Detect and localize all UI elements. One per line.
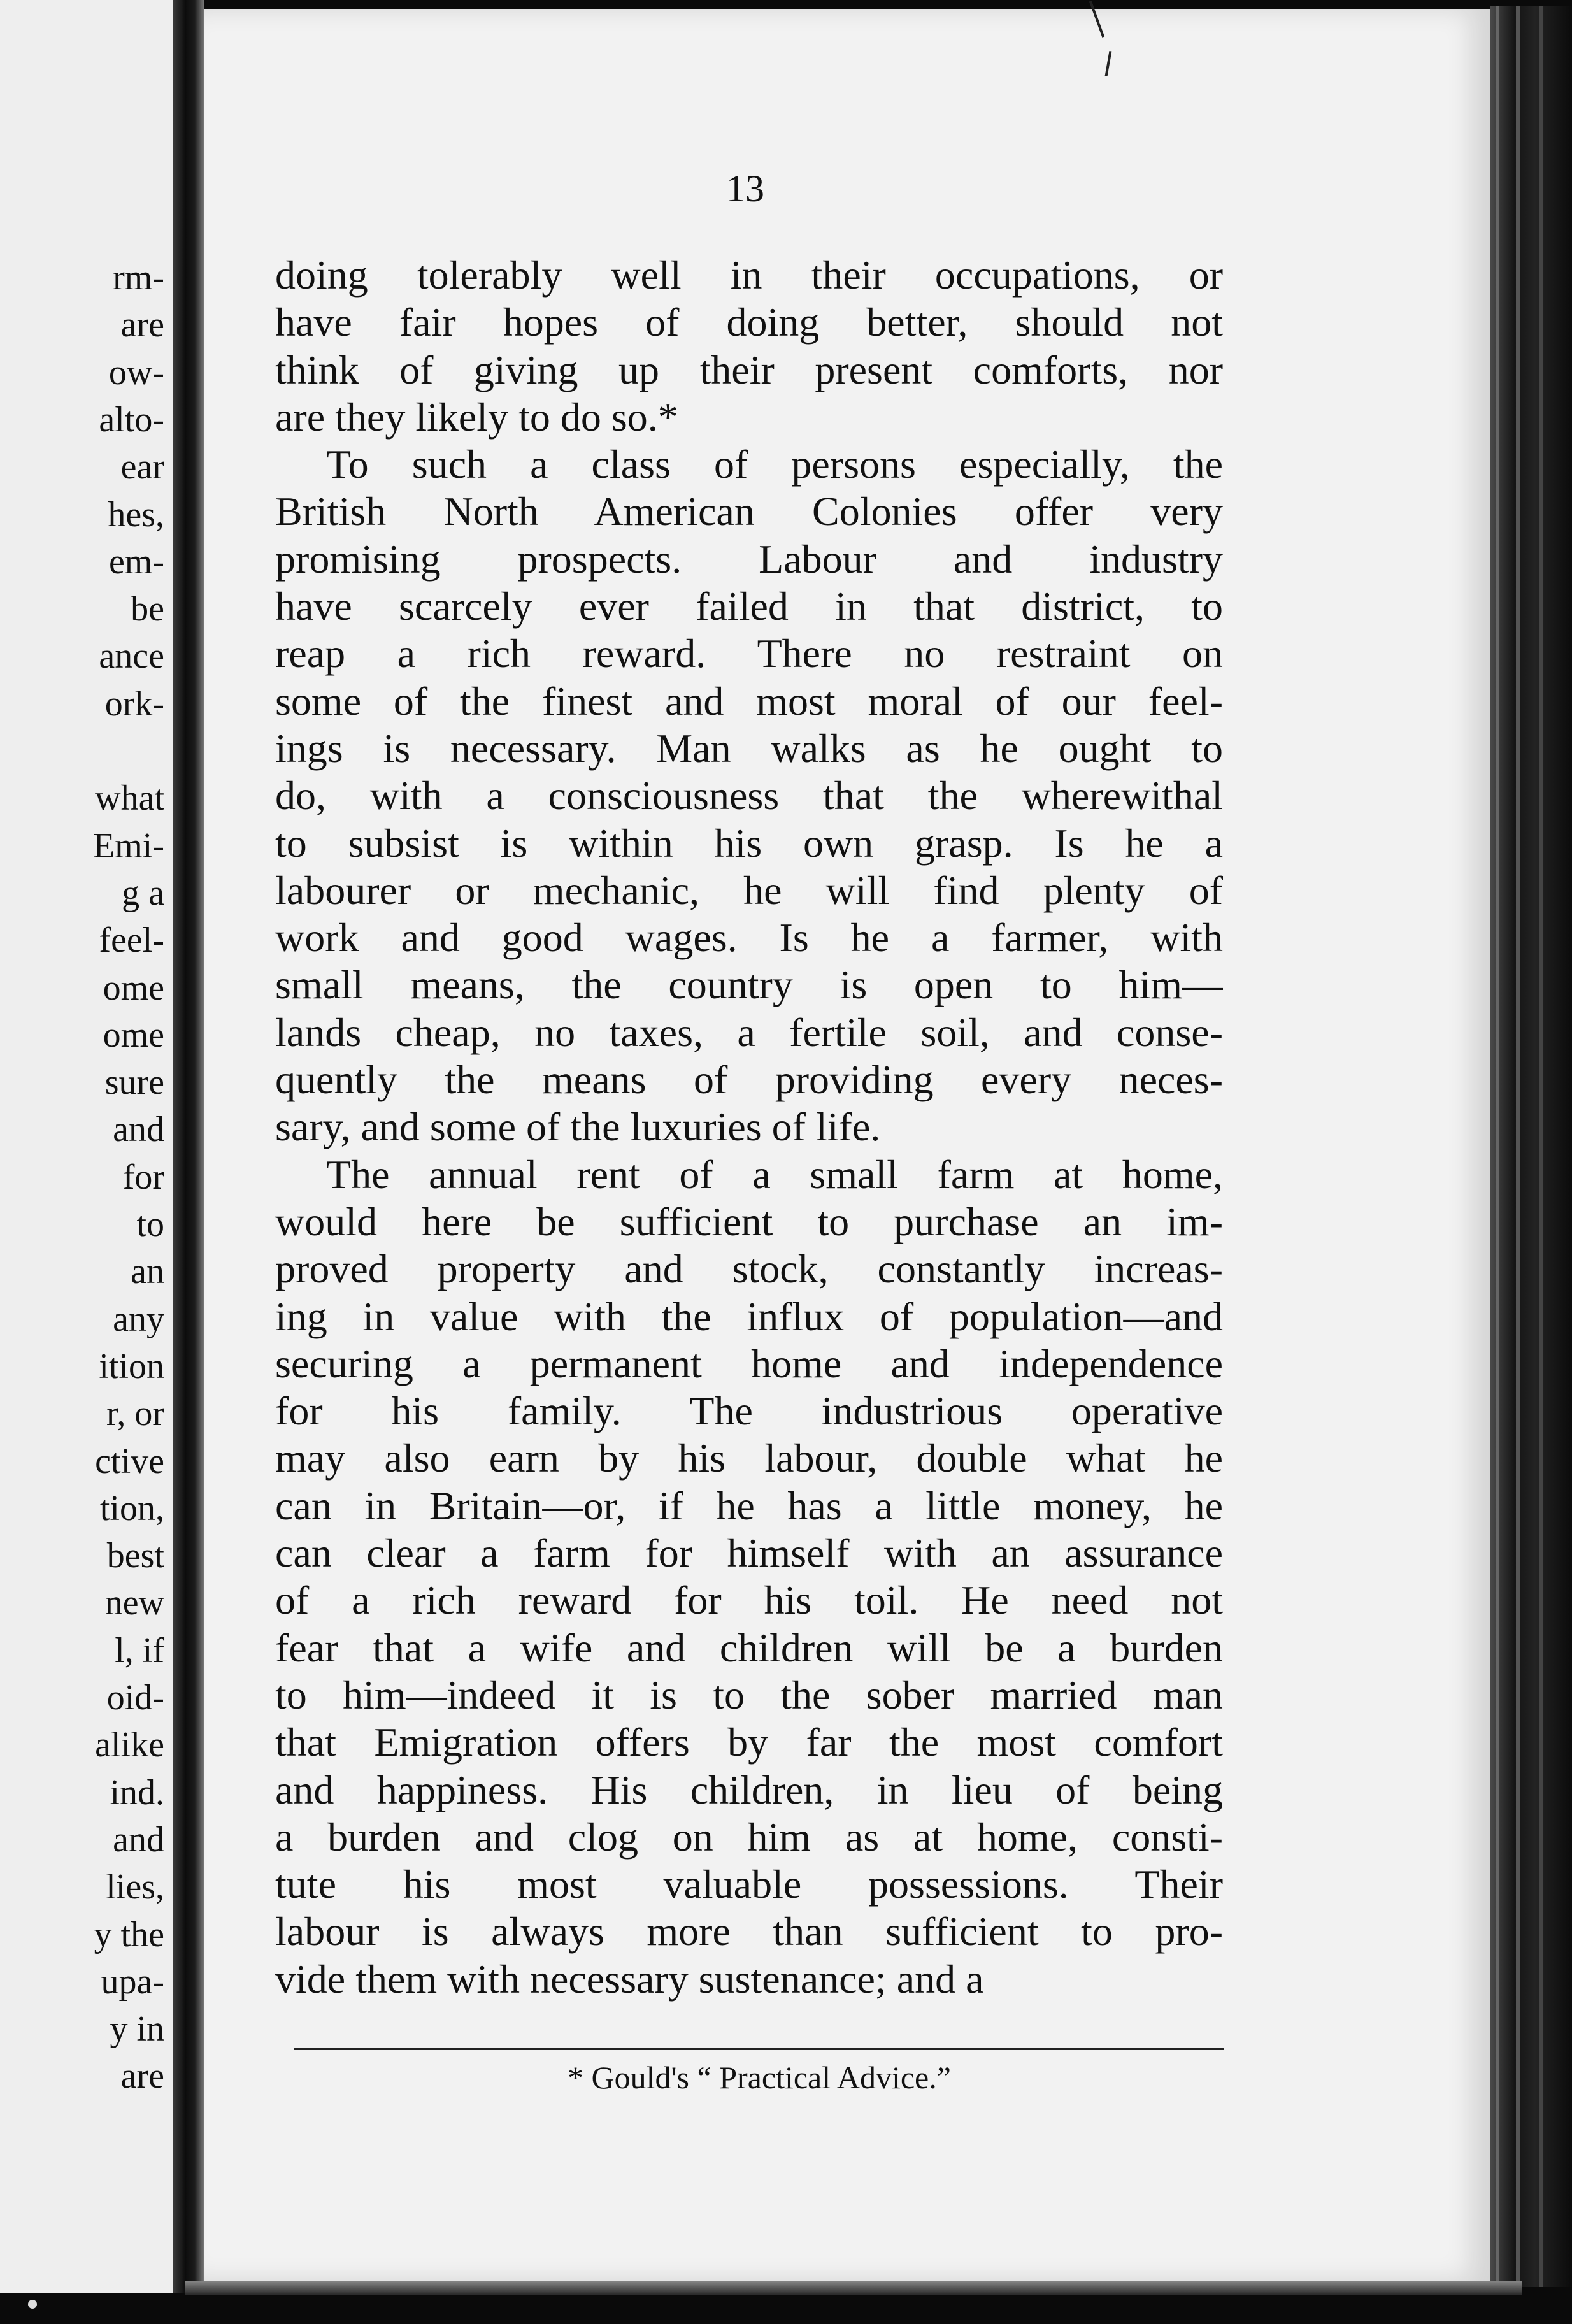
previous-page-line-fragment: ition xyxy=(99,1346,164,1386)
previous-page-line-fragment: ork- xyxy=(104,684,164,724)
text-line: have fair hopes of doing better, should not xyxy=(275,299,1223,345)
previous-page-line-fragment: r, or xyxy=(106,1394,164,1434)
text-line: reap a rich reward. There no restraint on xyxy=(275,631,1223,677)
previous-page-line-fragment: upa- xyxy=(101,1962,164,2002)
previous-page-line-fragment: feel- xyxy=(99,921,164,961)
page-number: 13 xyxy=(726,168,764,210)
text-line: of a rich reward for his toil. He need not xyxy=(275,1577,1223,1623)
text-line: would here be sufficient to purchase an im- xyxy=(275,1198,1223,1244)
text-line: to subsist is within his own grasp. Is he a xyxy=(275,820,1223,866)
previous-page-line-fragment: y in xyxy=(110,2009,164,2049)
text-line: are they likely to do so.* xyxy=(275,394,678,440)
text-line: lands cheap, no taxes, a fertile soil, and conse- xyxy=(275,1009,1223,1055)
text-line: and happiness. His children, in lieu of being xyxy=(275,1767,1223,1812)
previous-page-line-fragment: rm- xyxy=(113,258,164,298)
text-line: small means, the country is open to him— xyxy=(275,962,1223,1008)
previous-page-line-fragment: y the xyxy=(94,1914,164,1955)
previous-page-line-fragment: best xyxy=(106,1536,164,1576)
text-line: that Emigration offers by far the most comfort xyxy=(275,1719,1223,1765)
page-edge-stack xyxy=(1490,6,1572,2287)
text-line: securing a permanent home and independence xyxy=(275,1340,1223,1386)
previous-page-line-fragment: l, if xyxy=(115,1630,164,1670)
text-line: a burden and clog on him as at home, consti- xyxy=(275,1814,1223,1860)
text-line: for his family. The industrious operative xyxy=(275,1388,1223,1434)
footnote-rule xyxy=(294,2048,1224,2050)
previous-page-line-fragment: ear xyxy=(120,447,164,487)
text-line: proved property and stock, constantly increas- xyxy=(275,1246,1223,1292)
previous-page-line-fragment: sure xyxy=(104,1063,164,1103)
text-line: ing in value with the influx of population—and xyxy=(275,1293,1223,1339)
text-line: The annual rent of a small farm at home, xyxy=(326,1151,1223,1197)
previous-page-line-fragment: g a xyxy=(122,873,164,913)
previous-page-line-fragment: and xyxy=(113,1110,164,1150)
previous-page-line-fragment: Emi- xyxy=(93,826,164,866)
previous-page-line-fragment: an xyxy=(131,1252,164,1292)
text-line: promising prospects. Labour and industry xyxy=(275,536,1223,582)
text-line: British North American Colonies offer very xyxy=(275,489,1223,534)
previous-page-line-fragment: hes, xyxy=(108,494,164,534)
previous-page-line-fragment: ctive xyxy=(95,1441,164,1481)
text-line: may also earn by his labour, double what he xyxy=(275,1435,1223,1481)
previous-page-line-fragment: and xyxy=(113,1819,164,1860)
text-line: ings is necessary. Man walks as he ought to xyxy=(275,725,1223,771)
previous-page-line-fragment: are xyxy=(120,305,164,345)
text-line: vide them with necessary sustenance; and a xyxy=(275,1956,984,2002)
text-line: labour is always more than sufficient to pro- xyxy=(275,1909,1223,1955)
previous-page-line-fragment: be xyxy=(131,589,164,629)
previous-page-line-fragment: ind. xyxy=(110,1772,164,1812)
previous-page-line-fragment: ome xyxy=(103,1015,164,1055)
text-line: can clear a farm for himself with an assurance xyxy=(275,1530,1223,1576)
previous-page-line-fragment: tion, xyxy=(99,1488,164,1528)
text-line: can in Britain—or, if he has a little money, he xyxy=(275,1482,1223,1528)
previous-page-line-fragment: oid- xyxy=(106,1678,164,1718)
previous-page-line-fragment: em- xyxy=(108,542,164,582)
text-line: doing tolerably well in their occupations, or xyxy=(275,252,1223,298)
text-line: think of giving up their present comforts, nor xyxy=(275,347,1223,392)
previous-page-line-fragment: new xyxy=(104,1583,164,1623)
text-line: quently the means of providing every neces- xyxy=(275,1057,1223,1103)
previous-page-line-fragment: for xyxy=(122,1157,164,1197)
text-line: work and good wages. Is he a farmer, with xyxy=(275,915,1223,961)
footnote: * Gould's “ Practical Advice.” xyxy=(568,2060,951,2095)
text-line: labourer or mechanic, he will find plenty of xyxy=(275,867,1223,913)
text-line: sary, and some of the luxuries of life. xyxy=(275,1104,881,1150)
previous-page-line-fragment: are xyxy=(120,2056,164,2097)
text-line: do, with a consciousness that the wherewithal xyxy=(275,773,1223,819)
previous-page-fragment xyxy=(0,0,173,2293)
previous-page-line-fragment: alike xyxy=(95,1725,164,1765)
text-line: To such a class of persons especially, the xyxy=(326,441,1223,487)
previous-page-line-fragment: any xyxy=(113,1299,164,1339)
text-line: to him—indeed it is to the sober married man xyxy=(275,1672,1223,1718)
previous-page-line-fragment: ow- xyxy=(108,352,164,392)
text-line: some of the finest and most moral of our feel- xyxy=(275,678,1223,724)
text-line: tute his most valuable possessions. Their xyxy=(275,1861,1223,1907)
previous-page-line-fragment: to xyxy=(136,1205,164,1244)
previous-page-line-fragment: ome xyxy=(103,968,164,1008)
page-bottom-edge xyxy=(185,2281,1522,2295)
previous-page-line-fragment: lies, xyxy=(106,1867,164,1907)
dust-speck xyxy=(28,2300,37,2309)
page-body-text xyxy=(275,252,1223,2003)
previous-page-line-fragment: alto- xyxy=(99,399,164,440)
book-gutter xyxy=(173,0,204,2293)
text-line: have scarcely ever failed in that district, to xyxy=(275,584,1223,629)
text-line: fear that a wife and children will be a burden xyxy=(275,1625,1223,1670)
previous-page-line-fragment: what xyxy=(95,778,164,819)
previous-page-line-fragment: ance xyxy=(99,636,164,677)
